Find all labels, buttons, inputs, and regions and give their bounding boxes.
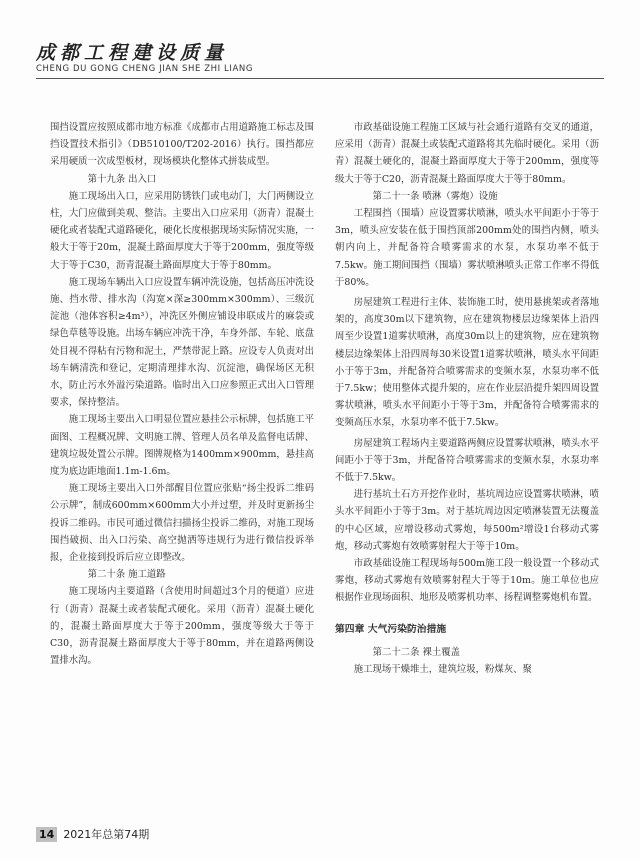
- paragraph: 工程围挡（围墙）应设置雾状喷淋，喷头水平间距小于等于3m，喷头应安装在低于围挡顶部200mm处的围挡内侧，喷头朝内向上，并配备符合喷雾需求的水泵，水泵功率不低于7.5kw。施工期间围挡（围墙）雾状喷淋喷头正常工作率不得低于80%。: [335, 208, 599, 288]
- article-heading: 第二十条 施工道路: [87, 569, 166, 581]
- header-rule: [36, 78, 604, 79]
- paragraph: 房屋建筑工程进行主体、装饰施工时，使用悬挑架或者落地架的，高度30m以下建筑物，应在建筑物楼层边缘架体上沿四周至少设置1道雾状喷淋，高度30m以上的建筑物，应在建筑物楼层边缘架体上沿四周每30米设置1道雾状喷淋，喷头水平间距小于等于3m，并配备符合喷雾需求的变频水泵，水泵功率不低于7.5kw；使用整体式提升架的，应在作业层沿提升架四周设置雾状喷淋，喷头水平间距小于等于3m，并配备符合喷雾需求的变频高压水泵，水泵功率不低于7.5kw。: [335, 297, 599, 429]
- paragraph: 市政基础设施工程施工区域与社会通行道路有交叉的通道，应采用（沥青）混凝土或装配式道路将其先临时硬化。采用（沥青）混凝土硬化的，混凝土路面厚度大于等于200mm，强度等级大于等于C20，沥青混凝土路面厚度大于等于80mm。: [335, 122, 599, 185]
- magazine-title: 成都工程建设质量: [36, 42, 229, 64]
- paragraph: 市政基础设施工程现场每500m施工段一般设置一个移动式雾炮，移动式雾炮有效喷雾射程大于等于10m。施工单位也应根据作业现场面积、地形及喷雾机功率、扬程调整雾炮机布置。: [335, 558, 599, 604]
- page-number: 14: [36, 827, 57, 842]
- article-heading: 第二十二条 裸土覆盖: [372, 646, 460, 658]
- right-column: [335, 119, 599, 819]
- paragraph: 施工现场内主要道路（含使用时间超过3个月的便道）应进行（沥青）混凝土或者装配式硬化。采用（沥青）混凝土硬化的，混凝土路面厚度大于等于200mm，强度等级大于等于C30，沥青混凝土路面厚度大于等于80mm，并在道路两侧设置排水沟。: [50, 586, 314, 667]
- article-heading: 第十九条 出入口: [87, 173, 157, 185]
- left-column: [50, 119, 314, 819]
- paragraph: 房屋建筑工程场内主要道路两侧应设置雾状喷淋，喷头水平间距小于等于3m，并配备符合喷雾需求的变频水泵，水泵功率不低于7.5kw。: [335, 437, 599, 484]
- paragraph: 施工现场主要出入口外部醒目位置应张贴“扬尘投诉二维码公示牌”，制成600mm×600mm大小并过塑，并及时更新扬尘投诉二维码。市民可通过微信扫描扬尘投诉二维码，对施工现场围挡破损、出入口污染、高空抛洒等违规行为进行微信投诉举报，企业接到投诉后应立即整改。: [50, 483, 314, 564]
- chapter-heading: 第四章 大气污染防治措施: [335, 623, 447, 635]
- paragraph: 施工现场出入口，应采用防锈铁门或电动门，大门两侧设立柱，大门应做到美观、整洁。主要出入口应采用（沥青）混凝土硬化或者装配式道路硬化，硬化长度根据现场实际情况实施，一般大于等于20m，混凝土路面厚度大于等于200mm，强度等级大于等于C30，沥青混凝土路面厚度大于等于80mm。: [50, 190, 314, 271]
- paragraph: 进行基坑土石方开挖作业时，基坑周边应设置雾状喷淋，喷头水平间距小于等于3m。对于基坑周边因定喷淋装置无法覆盖的中心区域，应增设移动式雾炮，每500m²增设1台移动式雾炮，移动式雾炮有效喷雾射程大于等于10m。: [335, 489, 599, 552]
- paragraph: 施工现场车辆出入口应设置车辆冲洗设施，包括高压冲洗设施、挡水带、排水沟（沟宽×深≥300mm×300mm）、三级沉淀池（池体容积≥4m³），冲洗区外侧应铺设串联成片的麻袋或绿色草毯等设施。出场车辆应冲洗干净，车身外部、车轮、底盘处目视不得粘有污物和泥土，严禁带泥上路。应设专人负责对出场车辆清洗和登记，定期清理排水沟、沉淀池，确保场区无积水，防止污水外溢污染道路。临时出入口应参照正式出入口管理要求，保持整洁。: [50, 276, 314, 409]
- page-footer: [36, 826, 149, 842]
- paragraph: 围挡设置应按照成都市地方标准《成都市占用道路施工标志及围挡设置技术指引》（DB510100/T202-2016）执行。围挡都应采用硬质一次成型板材，现场模块化整体式拼装成型。: [50, 122, 314, 168]
- article-heading: 第二十一条 喷淋（雾炮）设施: [372, 190, 498, 202]
- paragraph: 施工现场主要出入口明显位置应悬挂公示标牌，包括施工平面图、工程概况牌、文明施工牌、管理人员名单及监督电话牌、建筑垃圾处置公示牌。图牌规格为1400mm×900mm，悬挂高度为底边距地面1.1m-1.6m。: [50, 414, 314, 478]
- paragraph: 施工现场干燥堆土，建筑垃圾，粉煤灰、聚: [353, 664, 532, 676]
- issue-label: 2021年总第74期: [63, 828, 150, 841]
- magazine-subtitle: CHENG DU GONG CHENG JIAN SHE ZHI LIANG: [36, 64, 254, 74]
